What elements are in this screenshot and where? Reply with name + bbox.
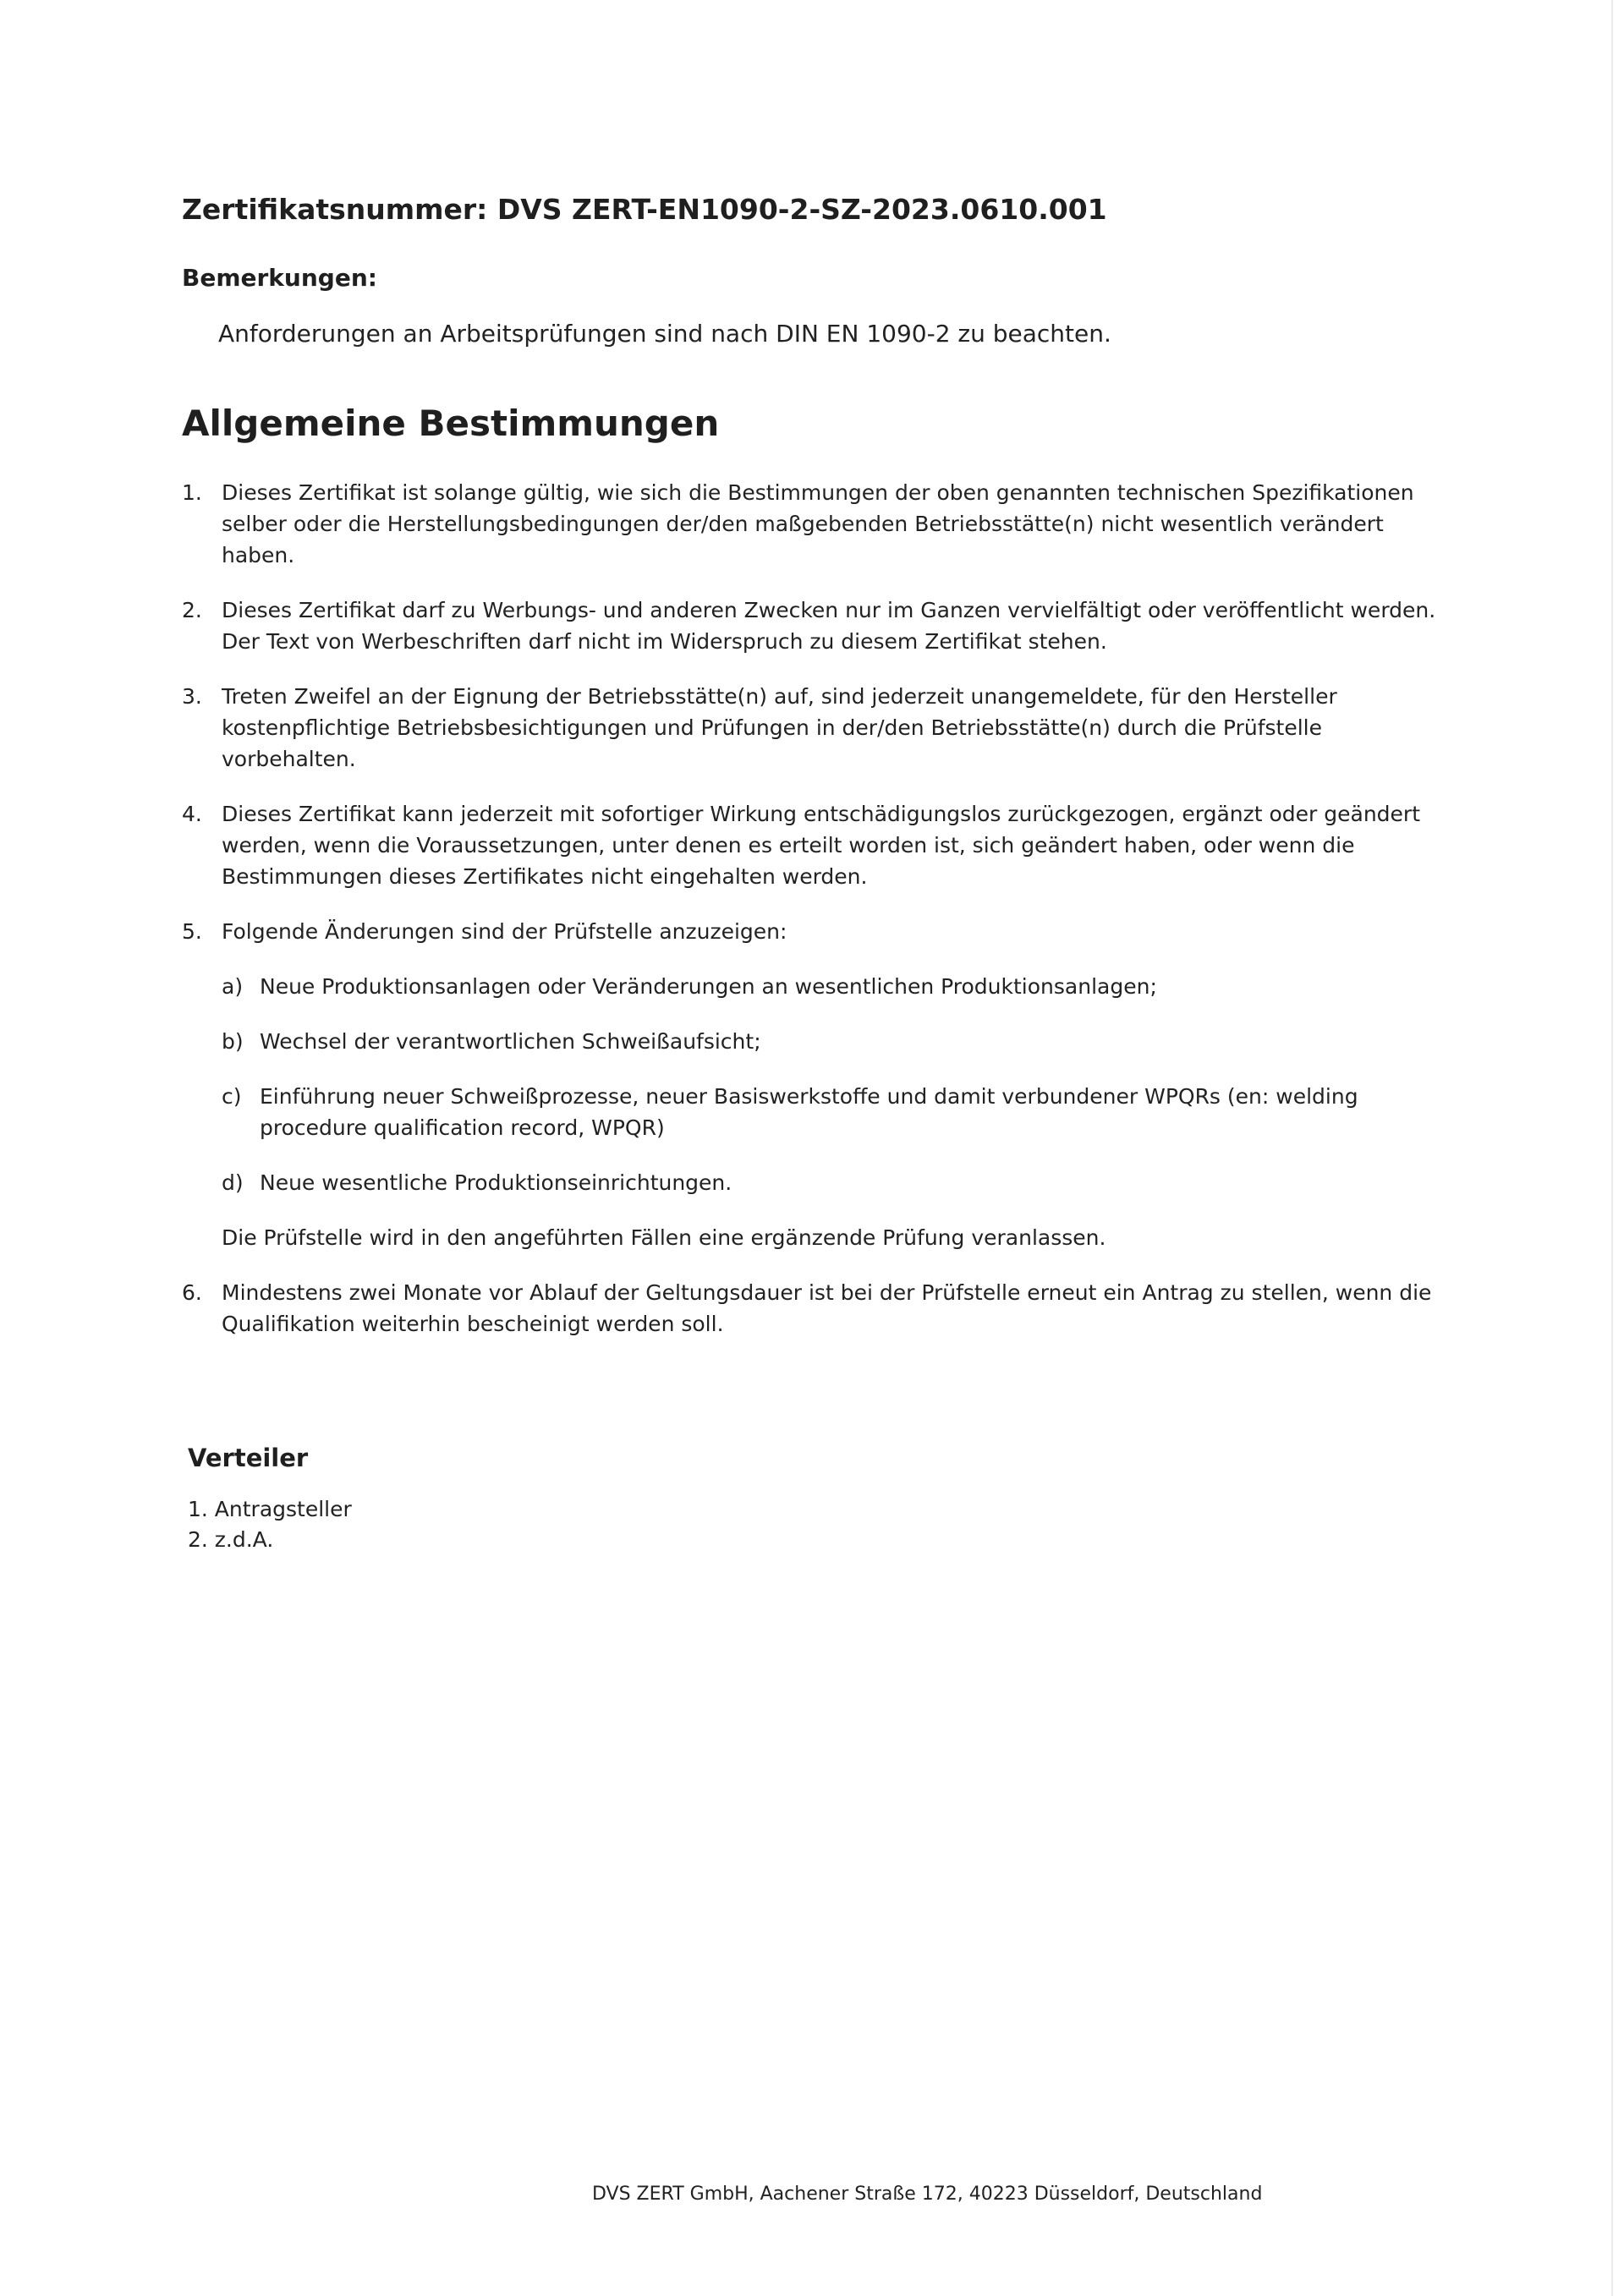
change-letter: c) — [222, 1084, 242, 1109]
provision-5 — [182, 916, 1451, 1253]
distribution-section — [188, 1444, 352, 1555]
distribution-item: 1. Antragsteller — [188, 1497, 352, 1521]
general-provisions-title: Allgemeine Bestimmungen — [182, 403, 720, 444]
provision-text: Treten Zweifel an der Eignung der Betriebsstätte(n) auf, sind jederzeit unangemeldete, für den Hersteller kostenpflichtige Betriebsbesichtigungen und Prüfungen in der/den Betriebsstätte(n) durch die Prüfstelle vorbehalten. — [222, 684, 1337, 771]
provision-number: 5. — [182, 919, 202, 944]
change-item-d — [222, 1167, 1451, 1198]
provision-text: Dieses Zertifikat darf zu Werbungs- und anderen Zwecken nur im Ganzen vervielfältigt oder veröffentlicht werden. Der Text von Werbeschriften darf nicht im Widerspruch zu diesem Zertifikat stehen. — [222, 598, 1436, 654]
change-letter: d) — [222, 1170, 244, 1195]
change-text: Neue wesentliche Produktionseinrichtungen. — [260, 1170, 732, 1195]
remarks-heading: Bemerkungen: — [182, 264, 377, 292]
distribution-item: 2. z.d.A. — [188, 1527, 274, 1552]
change-item-a — [222, 971, 1451, 1002]
provision-4 — [182, 798, 1451, 892]
provision-number: 4. — [182, 802, 202, 826]
provisions-list — [182, 477, 1451, 1363]
provision-text: Dieses Zertifikat ist solange gültig, wie sich die Bestimmungen der oben genannten technischen Spezifikationen selber oder die Herstellungsbedingungen der/den maßgebenden Betriebsstätte(n) nicht wesentlich verändert haben. — [222, 480, 1414, 567]
change-text: Wechsel der verantwortlichen Schweißaufsicht; — [260, 1029, 761, 1054]
provision-text: Folgende Änderungen sind der Prüfstelle anzuzeigen: — [222, 919, 787, 944]
provision-1 — [182, 477, 1451, 571]
distribution-title: Verteiler — [188, 1444, 309, 1472]
change-letter: a) — [222, 974, 244, 999]
provision-body — [222, 916, 1451, 1253]
provision-number: 6. — [182, 1280, 202, 1305]
provision-text: Mindestens zwei Monate vor Ablauf der Geltungsdauer ist bei der Prüfstelle erneut ein Antrag zu stellen, wenn die Qualifikation weiterhin bescheinigt werden soll. — [222, 1280, 1432, 1336]
provision-number: 2. — [182, 598, 202, 622]
provision-6 — [182, 1277, 1451, 1340]
change-letter: b) — [222, 1029, 244, 1054]
page-edge-line — [1611, 0, 1613, 2296]
change-item-b — [222, 1026, 1451, 1057]
provision-number: 3. — [182, 684, 202, 709]
footer-address: DVS ZERT GmbH, Aachener Straße 172, 40223 Düsseldorf, Deutschland — [592, 2184, 1263, 2205]
remarks-text: Anforderungen an Arbeitsprüfungen sind nach DIN EN 1090-2 zu beachten. — [218, 320, 1111, 348]
provision-2 — [182, 595, 1451, 657]
change-note: Die Prüfstelle wird in den angeführten Fällen eine ergänzende Prüfung veranlassen. — [222, 1225, 1106, 1250]
provision-text: Dieses Zertifikat kann jederzeit mit sofortiger Wirkung entschädigungslos zurückgezogen, ergänzt oder geändert werden, wenn die Voraussetzungen, unter denen es erteilt worden ist, sich geändert haben, oder wenn die Bestimmungen dieses Zertifikates nicht eingehalten werden. — [222, 802, 1421, 889]
certificate-number: Zertifikatsnummer: DVS ZERT-EN1090-2-SZ-2023.0610.001 — [182, 193, 1107, 226]
change-item-c — [222, 1081, 1451, 1143]
change-text: Neue Produktionsanlagen oder Veränderungen an wesentlichen Produktionsanlagen; — [260, 974, 1157, 999]
change-list — [222, 971, 1451, 1198]
provision-number: 1. — [182, 480, 202, 505]
change-text: Einführung neuer Schweißprozesse, neuer Basiswerkstoffe und damit verbundener WPQRs (en: welding procedure qualification record, WPQR) — [260, 1084, 1358, 1140]
provision-3 — [182, 681, 1451, 775]
